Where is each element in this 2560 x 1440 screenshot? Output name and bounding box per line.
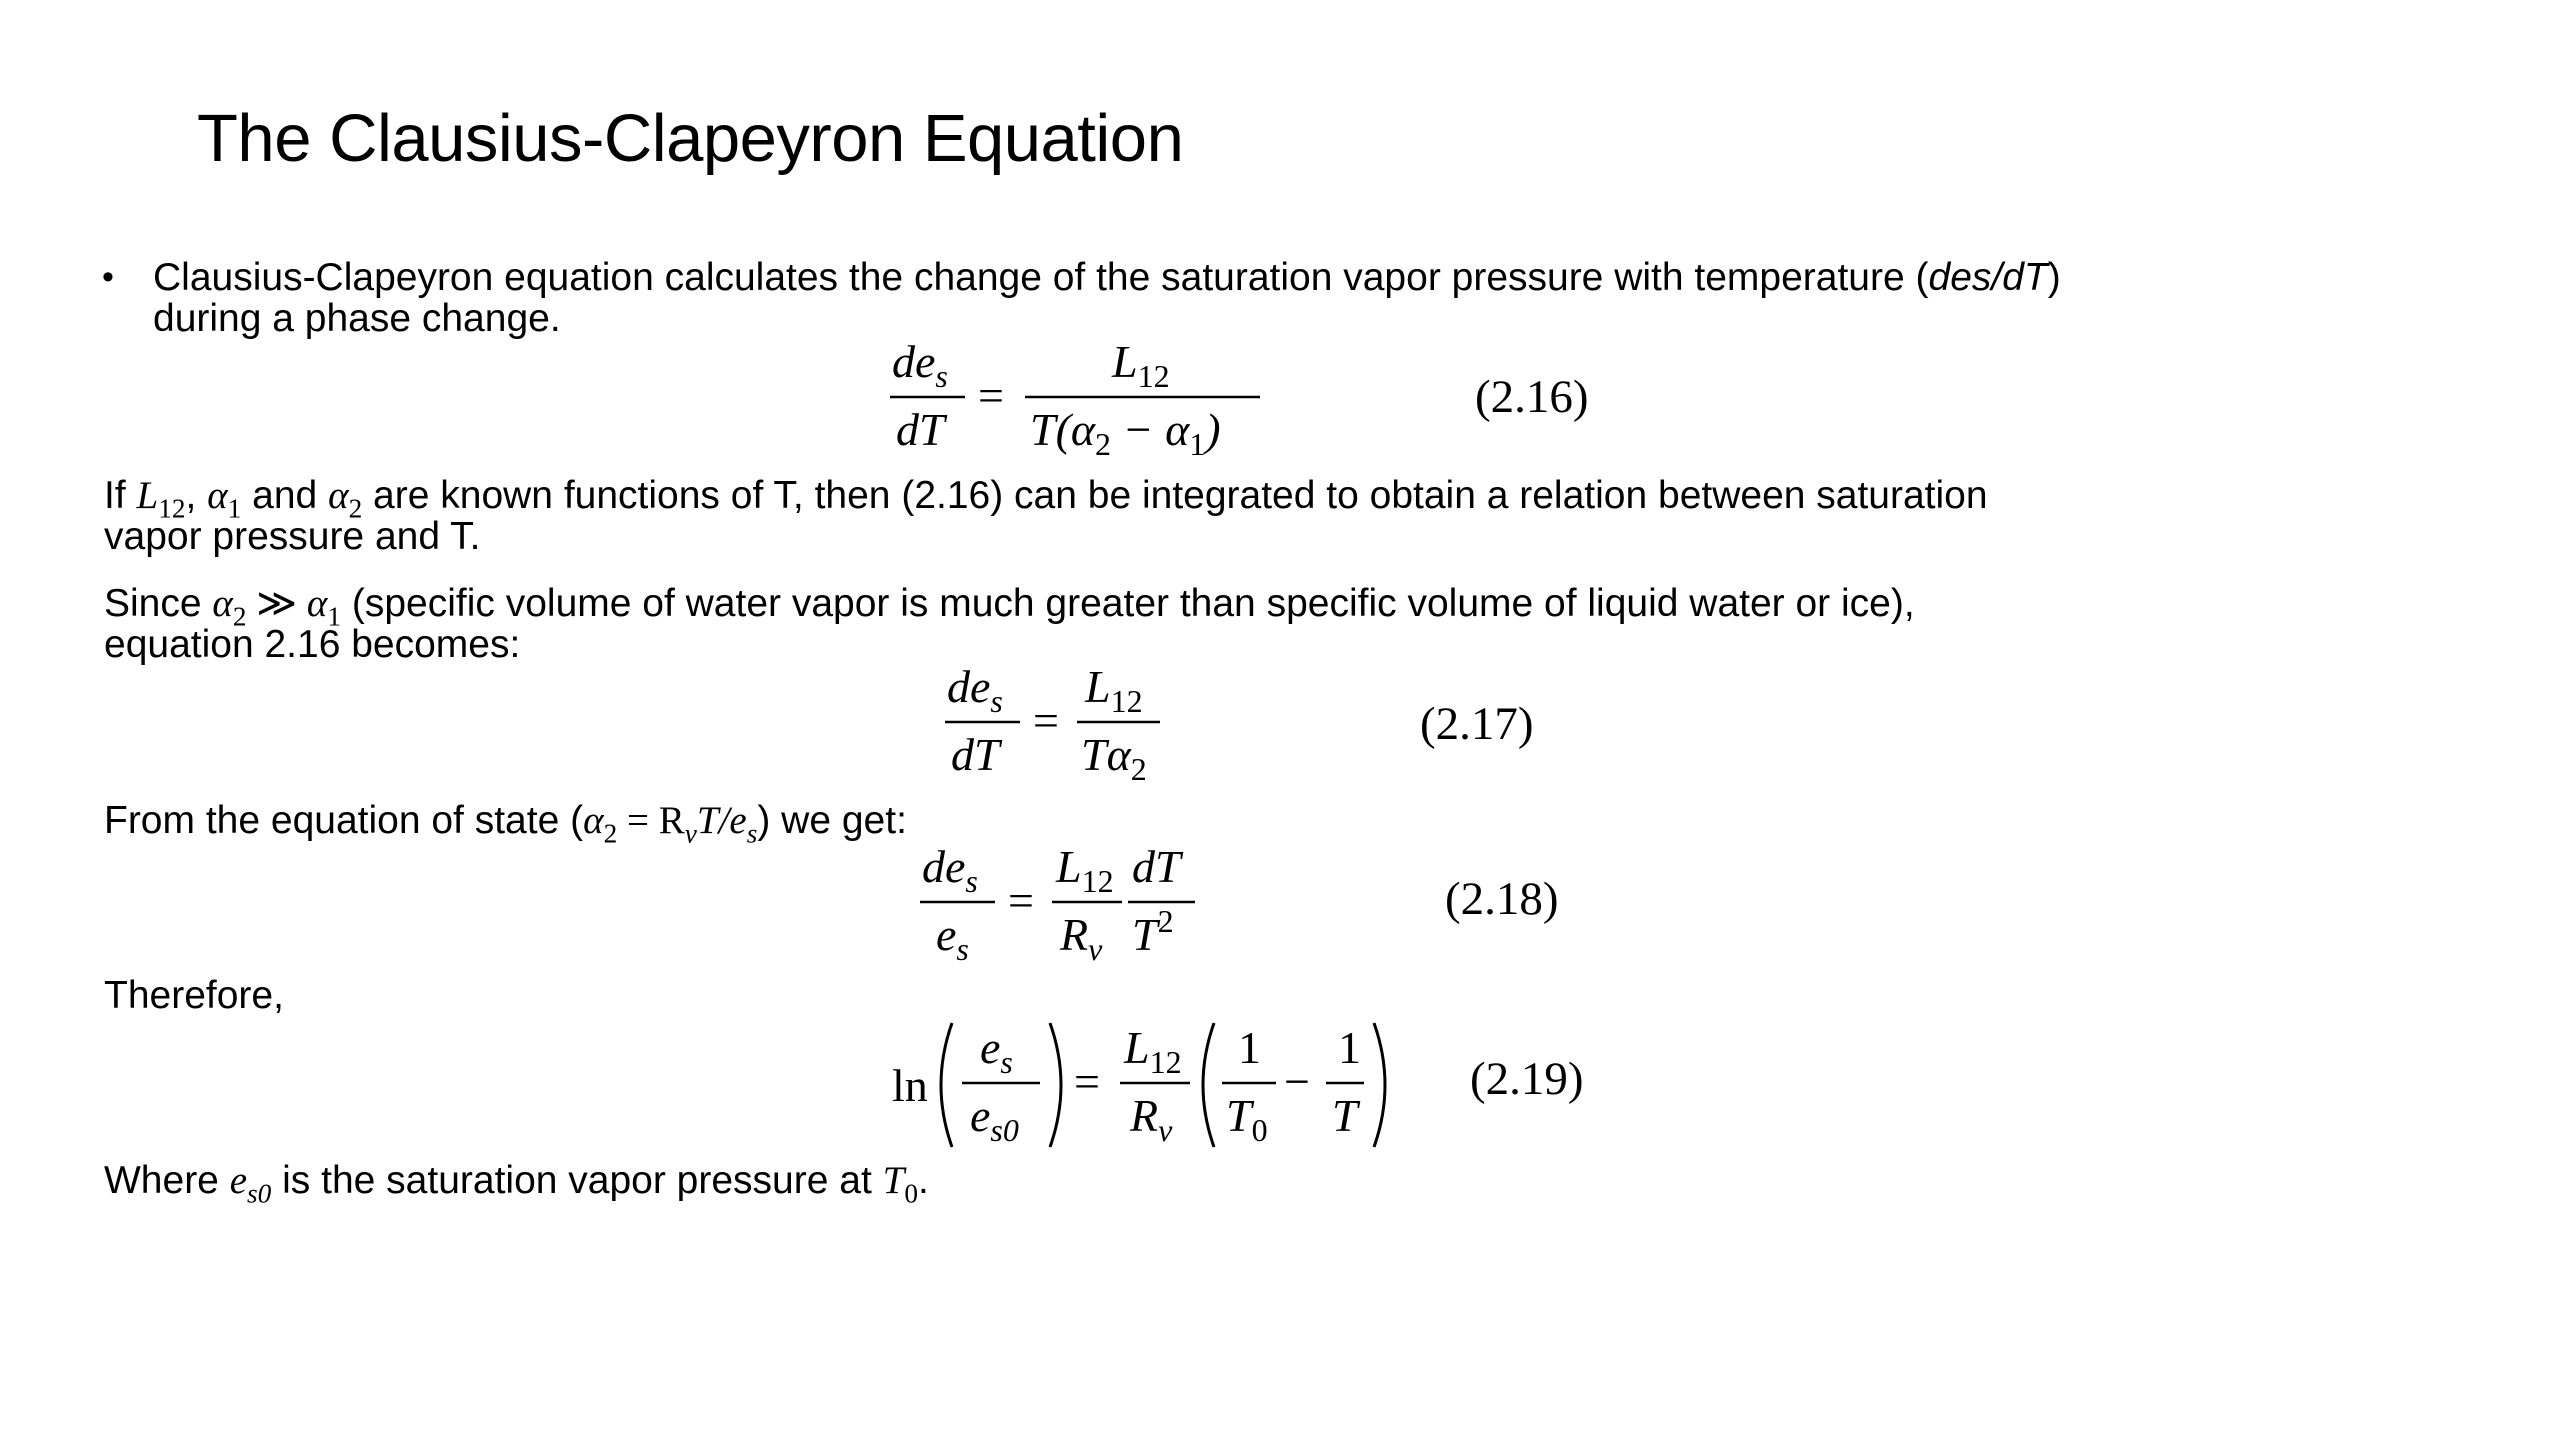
math-state-eq: $\alpha_2 = R_vT/e_s$ — [583, 799, 758, 849]
math-alpha2: $\alpha_2$ — [328, 474, 363, 524]
para-therefore: Therefore, — [104, 974, 284, 1017]
eq219-equals: = — [1074, 1056, 1100, 1107]
eq218-equals: = — [1008, 875, 1034, 926]
eq219-minus: − — [1284, 1056, 1310, 1107]
para-since-line-1: Since $\alpha_2$ ≫ $\alpha_1$ (specific volume of water vapor is much greater than specific volume of liquid water or ice), — [104, 582, 1915, 632]
eq-number-2-17: (2.17) — [1420, 698, 1534, 750]
para-since-line-2: equation 2.16 becomes: — [104, 623, 521, 666]
bullet-italic: des/dT — [1928, 256, 2048, 299]
math-es0: $e_{s0}$ — [229, 1159, 272, 1209]
para-where: Where $e_{s0}$ is the saturation vapor pressure at $T_0$. — [104, 1159, 929, 1209]
eq218-lhs-num: $de_s$ — [922, 841, 978, 899]
slide-title: The Clausius-Clapeyron Equation — [197, 101, 1184, 176]
equation-2-17 — [935, 650, 1195, 790]
eq219-rhs-den: $R_v$ — [1130, 1090, 1173, 1148]
eq219-p1-den: $T_0$ — [1226, 1090, 1268, 1148]
bullet-line-1 — [153, 257, 2061, 298]
eq217-rhs-num: $L_{12}$ — [1085, 661, 1143, 719]
eq219-ln: ln — [892, 1060, 928, 1111]
eq216-rhs-num: $L_{12}$ — [1112, 336, 1170, 394]
eq219-inner-num: $e_s$ — [980, 1022, 1013, 1080]
eq218-rhs2-den: $T^2$ — [1132, 903, 1174, 960]
eq219-p2-den: T — [1332, 1090, 1358, 1141]
eq-number-2-16: (2.16) — [1475, 371, 1589, 423]
eq219-paren2-open — [1203, 1023, 1214, 1147]
eq216-lhs-num: $de_s$ — [892, 336, 948, 394]
math-alpha2-gg-alpha1: $\alpha_2$ ≫ $\alpha_1$ — [212, 582, 342, 632]
eq217-lhs-den: dT — [951, 729, 1000, 780]
equation-2-19 — [890, 1005, 1410, 1155]
eq217-rhs-den: $T\alpha_2$ — [1081, 729, 1147, 787]
bullet-line-2: during a phase change. — [153, 297, 561, 340]
eq218-rhs1-num: $L_{12}$ — [1056, 841, 1114, 899]
eq218-lhs-den: $e_s$ — [936, 909, 969, 967]
eq-number-2-18: (2.18) — [1445, 873, 1559, 925]
math-L12: $L_{12}$ — [136, 474, 186, 524]
equation-2-18 — [910, 830, 1210, 970]
para-if-line-1: If $L_{12}$, $\alpha_1$ and $\alpha_2$ are known functions of T, then (2.16) can be integrated to obtain a relation between saturation — [104, 474, 1988, 524]
eq216-rhs-den: $T(\alpha_2 - \alpha_1)$ — [1030, 404, 1221, 462]
math-alpha1: $\alpha_1$ — [207, 474, 242, 524]
eq216-lhs-den: dT — [896, 404, 945, 455]
eq219-paren2-close — [1374, 1023, 1385, 1147]
eq219-inner-den: $e_{s0}$ — [970, 1090, 1019, 1148]
bullet-text-end: ) — [2047, 256, 2061, 299]
equation-2-16 — [880, 325, 1280, 465]
para-if-line-2: vapor pressure and T. — [104, 515, 481, 558]
eq219-p2-num: 1 — [1338, 1022, 1361, 1073]
eq217-lhs-num: $de_s$ — [947, 661, 1003, 719]
math-T0: $T_0$ — [882, 1159, 918, 1209]
eq219-rhs-num: $L_{12}$ — [1124, 1022, 1182, 1080]
eq219-p1-num: 1 — [1238, 1022, 1261, 1073]
eq218-rhs1-den: $R_v$ — [1060, 909, 1103, 967]
eq217-equals: = — [1033, 695, 1059, 746]
bullet-marker: • — [102, 258, 114, 296]
eq219-paren-close — [1050, 1023, 1061, 1147]
eq218-rhs2-num: dT — [1132, 841, 1181, 892]
eq219-paren-open — [941, 1023, 952, 1147]
eq216-equals: = — [978, 370, 1004, 421]
para-from: From the equation of state $(\alpha_2 = R_vT/e_s)$ we get: — [104, 799, 907, 849]
bullet-text: Clausius-Clapeyron equation calculates the change of the saturation vapor pressure with temperature ( — [153, 256, 1929, 299]
eq-number-2-19: (2.19) — [1470, 1053, 1584, 1105]
